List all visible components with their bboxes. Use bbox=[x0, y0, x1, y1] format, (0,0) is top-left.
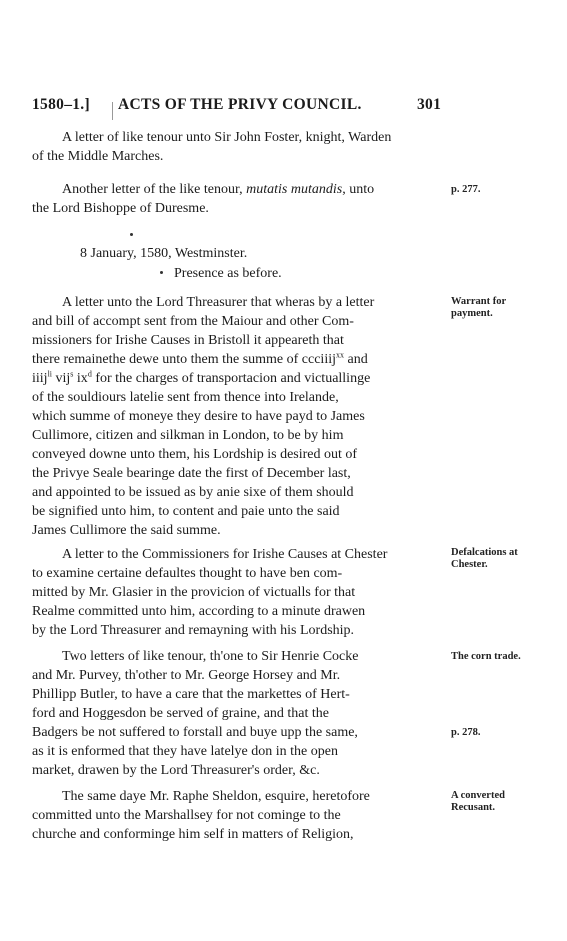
text-line: mitted by Mr. Glasier in the provicion of victualls for that bbox=[32, 585, 356, 600]
text-line: James Cullimore the said summe. bbox=[32, 523, 221, 538]
paragraph-threasurer bbox=[32, 293, 454, 540]
text-line: Another letter of the like tenour, mutatis mutandis, unto bbox=[62, 182, 375, 197]
text-line: missioners for Irishe Causes in Bristoll it appeareth that bbox=[32, 333, 344, 348]
stray-mark bbox=[160, 271, 163, 274]
text-line: by the Lord Threasurer and remayning with his Lordship. bbox=[32, 623, 355, 638]
margin-note-warrant: Warrant for payment. bbox=[451, 296, 507, 319]
text-line: ford and Hoggesdon be served of graine, and that the bbox=[32, 706, 330, 721]
text-line: conveyed downe unto them, his Lordship is desired out of bbox=[32, 447, 358, 462]
text-line: of the souldiours latelie sent from thence into Irelande, bbox=[32, 390, 339, 405]
text-line: the Privye Seale bearinge date the first of December last, bbox=[32, 466, 351, 481]
presence-line: Presence as before. bbox=[174, 266, 282, 281]
text-line: to examine certaine defaultes thought to have ben com- bbox=[32, 566, 343, 581]
text-line: iiij$^{li}$ vij$^s$ $ix^d$ for the charges of transportacion and victuallinge bbox=[32, 369, 371, 386]
text-line: be signified unto him, to content and paie unto the said bbox=[32, 504, 340, 519]
text-line: the Lord Bishoppe of Duresme. bbox=[32, 201, 209, 216]
stray-mark bbox=[130, 233, 133, 236]
paragraph-duresme bbox=[32, 180, 454, 218]
paragraph-chester bbox=[32, 545, 454, 640]
paragraph-corn bbox=[32, 647, 454, 780]
text-line: Realme committed unto him, according to a minute drawen bbox=[32, 604, 366, 619]
paragraph-foster bbox=[32, 128, 454, 166]
text-line: there remainethe dewe unto them the summe of ccciiij$^{xx}$ and bbox=[32, 350, 368, 367]
text-line: as it is enformed that they have latelye don in the open bbox=[32, 744, 338, 759]
margin-note-page-278: p. 278. bbox=[451, 727, 481, 738]
text-line: and Mr. Purvey, th'other to Mr. George Horsey and Mr. bbox=[32, 668, 341, 683]
text-line: Badgers be not suffered to forstall and buye upp the same, bbox=[32, 725, 358, 740]
header-rule bbox=[112, 102, 113, 120]
text-line: committed unto the Marshallsey for not cominge to the bbox=[32, 808, 341, 823]
page-number: 301 bbox=[417, 96, 442, 113]
text-line: of the Middle Marches. bbox=[32, 149, 164, 164]
text-line: Phillipp Butler, to have a care that the markettes of Hert- bbox=[32, 687, 350, 702]
text-line: which summe of moneye they desire to have payd to James bbox=[32, 409, 365, 424]
running-header bbox=[32, 96, 447, 120]
text-line: and appointed to be issued as by anie sixe of them should bbox=[32, 485, 354, 500]
margin-note-defalcations: Defalcations at Chester. bbox=[451, 547, 518, 570]
text-line: Cullimore, citizen and silkman in London, to be by him bbox=[32, 428, 344, 443]
header-year: 1580–1.] bbox=[32, 96, 90, 113]
margin-note-corn-trade: The corn trade. bbox=[451, 651, 521, 662]
text-line: market, drawen by the Lord Threasurer's order, &c. bbox=[32, 763, 320, 778]
margin-note-recusant: A converted Recusant. bbox=[451, 790, 505, 813]
margin-note-page-277: p. 277. bbox=[451, 184, 481, 195]
text-line: churche and conforminge him self in matters of Religion, bbox=[32, 827, 354, 842]
text-line: A letter to the Commissioners for Irishe Causes at Chester bbox=[62, 547, 388, 562]
paragraph-sheldon bbox=[32, 787, 454, 844]
text-line: A letter unto the Lord Threasurer that wheras by a letter bbox=[62, 295, 375, 310]
text-line: The same daye Mr. Raphe Sheldon, esquire, heretofore bbox=[62, 789, 370, 804]
header-title: ACTS OF THE PRIVY COUNCIL. bbox=[118, 96, 362, 113]
date-heading: 8 January, 1580, Westminster. bbox=[80, 246, 248, 261]
text-line: A letter of like tenour unto Sir John Foster, knight, Warden bbox=[62, 130, 392, 145]
text-line: Two letters of like tenour, th'one to Sir Henrie Cocke bbox=[62, 649, 359, 664]
text-line: and bill of accompt sent from the Maiour and other Com- bbox=[32, 314, 354, 329]
